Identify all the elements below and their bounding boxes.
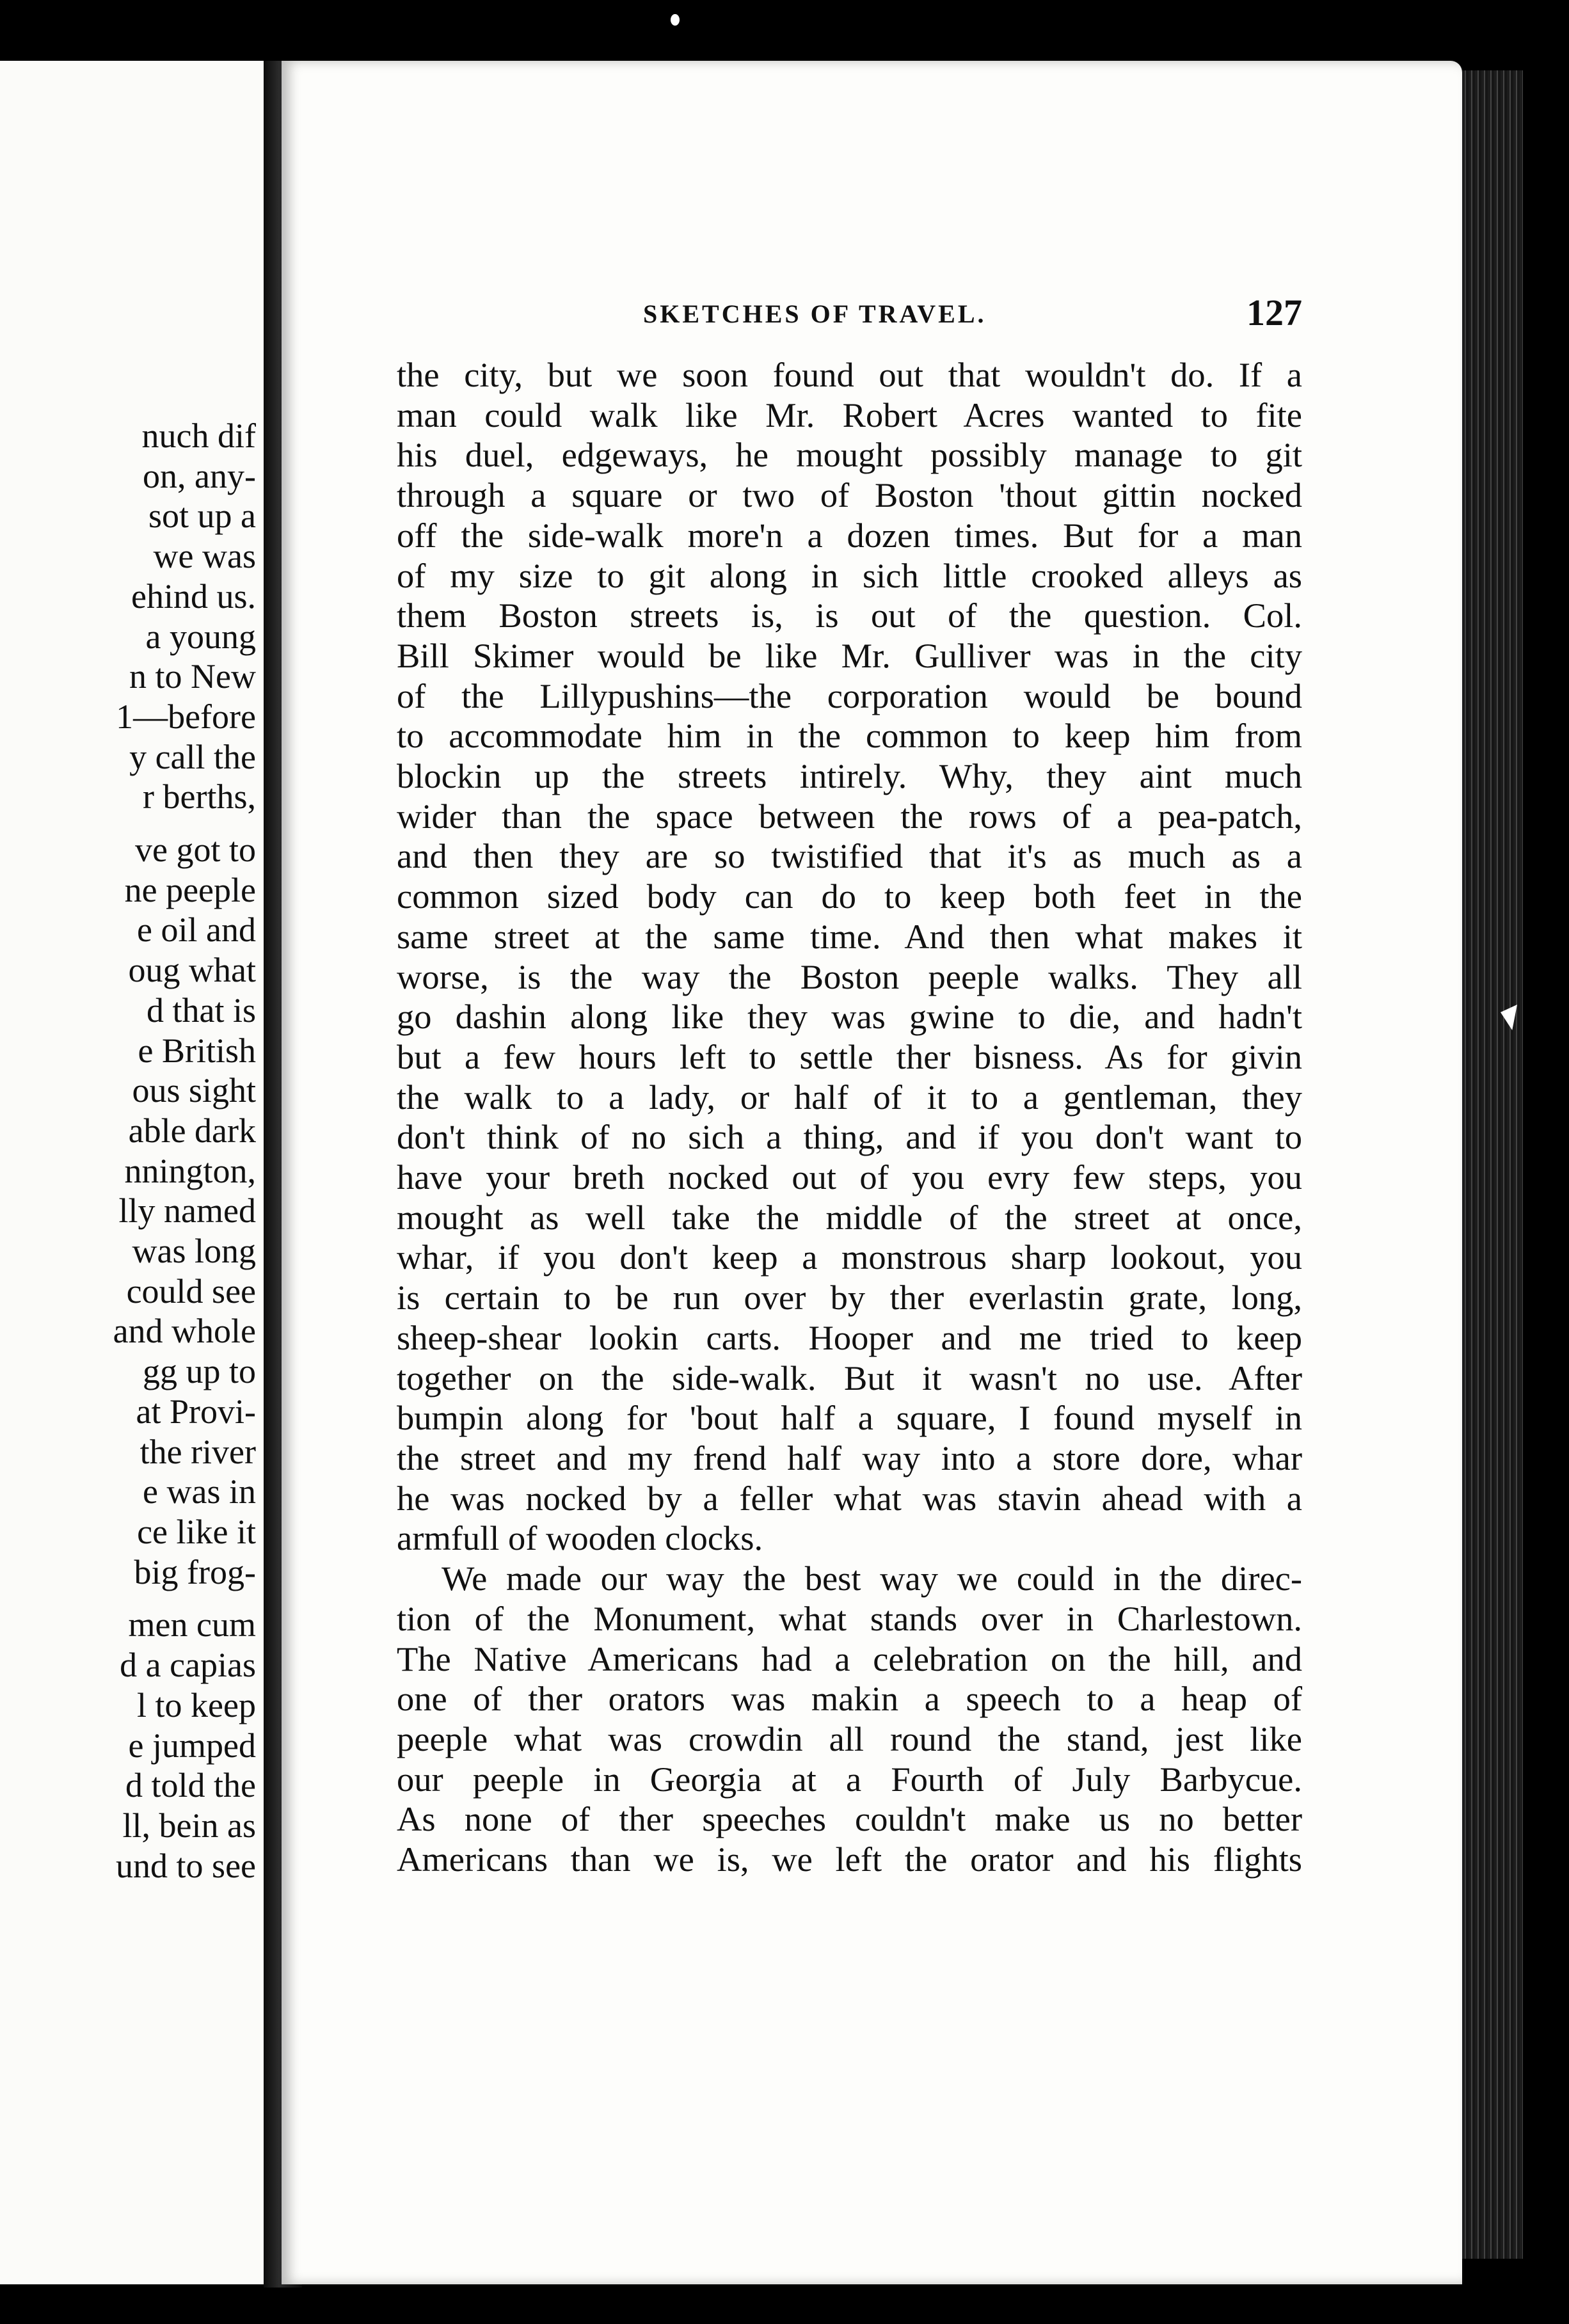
running-head-title: SKETCHES OF TRAVEL. bbox=[643, 299, 987, 328]
text-line: but a few hours left to settle ther bisness. As for givin bbox=[397, 1037, 1302, 1076]
left-page-line: 1—before bbox=[116, 697, 256, 736]
text-line: Bill Skimer would be like Mr. Gulliver was in the city bbox=[397, 635, 1302, 675]
left-page-line: l to keep bbox=[137, 1685, 256, 1724]
text-line: whar, if you don't keep a monstrous sharp lookout, you bbox=[397, 1238, 1302, 1277]
text-line: the street and my frend half way into a store dore, whar bbox=[397, 1438, 1302, 1477]
text-line: to accommodate him in the common to keep him from bbox=[397, 716, 1302, 756]
left-page-line: d a capias bbox=[120, 1646, 256, 1685]
text-line: bumpin along for 'bout half a square, I found myself in bbox=[397, 1398, 1302, 1438]
text-line: The Native Americans had a celebration on the hill, and bbox=[397, 1639, 1302, 1678]
body-text bbox=[397, 355, 1302, 1880]
left-page-line: y call the bbox=[129, 737, 256, 776]
left-page-line: n to New bbox=[129, 657, 256, 696]
page-edges bbox=[1462, 70, 1523, 2259]
text-line: off the side-walk more'n a dozen times. But for a man bbox=[397, 515, 1302, 555]
left-page-line: big frog- bbox=[134, 1552, 256, 1591]
left-page-line: could see bbox=[126, 1271, 256, 1310]
text-line: don't think of no sich a thing, and if you don't want to bbox=[397, 1117, 1302, 1157]
left-page bbox=[0, 61, 270, 2284]
text-line: his duel, edgeways, he mought possibly manage to git bbox=[397, 435, 1302, 475]
left-page-line: ehind us. bbox=[131, 577, 256, 616]
left-page-line: ne peeple bbox=[124, 870, 256, 909]
text-line: worse, is the way the Boston peeple walks. They all bbox=[397, 957, 1302, 996]
left-page-line: e British bbox=[138, 1031, 256, 1070]
left-page-line bbox=[0, 1592, 256, 1605]
text-line: peeple what was crowdin all round the stand, jest like bbox=[397, 1719, 1302, 1758]
text-line: wider than the space between the rows of a pea-patch, bbox=[397, 796, 1302, 836]
left-page-line bbox=[0, 817, 256, 830]
text-line: the walk to a lady, or half of it to a gentleman, they bbox=[397, 1077, 1302, 1117]
text-line: armfull of wooden clocks. bbox=[397, 1518, 763, 1558]
left-page-line: ve got to bbox=[135, 831, 256, 870]
left-page-line: gg up to bbox=[142, 1352, 256, 1391]
text-line: is certain to be run over by ther everlastin grate, long, bbox=[397, 1278, 1302, 1317]
text-line: of the Lillypushins—the corporation would be bound bbox=[397, 676, 1302, 715]
scan-speck bbox=[671, 14, 680, 26]
left-page-line: at Provi- bbox=[136, 1392, 256, 1431]
text-line: man could walk like Mr. Robert Acres wanted to fite bbox=[397, 395, 1302, 434]
left-page-line: a young bbox=[145, 617, 256, 656]
text-line: of my size to git along in sich little crooked alleys as bbox=[397, 555, 1302, 595]
left-page-line: ce like it bbox=[137, 1512, 256, 1551]
left-page-line: ll, bein as bbox=[122, 1806, 256, 1845]
left-page-line: r berths, bbox=[143, 777, 256, 816]
left-page-line: we was bbox=[153, 537, 256, 576]
page-number: 127 bbox=[1246, 292, 1302, 333]
running-head bbox=[643, 291, 1302, 336]
left-page-line: sot up a bbox=[148, 497, 256, 536]
text-line: mought as well take the middle of the street at once, bbox=[397, 1197, 1302, 1237]
left-page-line: able dark bbox=[128, 1111, 256, 1150]
text-line: our peeple in Georgia at a Fourth of July Barbycue. bbox=[397, 1759, 1302, 1799]
left-page-line: e jumped bbox=[128, 1726, 256, 1765]
text-line: sheep-shear lookin carts. Hooper and me tried to keep bbox=[397, 1317, 1302, 1357]
left-page-line: lly named bbox=[118, 1191, 256, 1230]
text-line: he was nocked by a feller what was stavin ahead with a bbox=[397, 1478, 1302, 1518]
left-page-line: on, any- bbox=[143, 456, 256, 495]
text-line: tion of the Monument, what stands over in Charlestown. bbox=[397, 1598, 1302, 1638]
left-page-line: oug what bbox=[128, 951, 256, 990]
left-page-line: men cum bbox=[128, 1605, 256, 1644]
left-page-line: the river bbox=[139, 1432, 256, 1471]
text-line: one of ther orators was makin a speech to a heap of bbox=[397, 1679, 1302, 1719]
text-line: and then they are so twistified that it's as much as a bbox=[397, 836, 1302, 876]
left-page-line: ous sight bbox=[132, 1071, 256, 1110]
text-line: have your breth nocked out of you evry few steps, you bbox=[397, 1158, 1302, 1197]
text-line: them Boston streets is, is out of the question. Col. bbox=[397, 596, 1302, 635]
left-page-line: nnington, bbox=[124, 1151, 256, 1190]
left-page-text bbox=[0, 416, 256, 1886]
left-page-line: e oil and bbox=[137, 911, 256, 950]
text-line: go dashin along like they was gwine to die, and hadn't bbox=[397, 997, 1302, 1037]
left-page-line: d that is bbox=[147, 991, 256, 1030]
text-line: the city, but we soon found out that wouldn't do. If a bbox=[397, 355, 1302, 394]
left-page-line: e was in bbox=[143, 1472, 256, 1511]
left-page-line: nuch dif bbox=[141, 417, 256, 455]
left-page-line: d told the bbox=[125, 1766, 256, 1805]
left-page-line: was long bbox=[132, 1232, 256, 1271]
text-line: common sized body can do to keep both feet in the bbox=[397, 877, 1302, 916]
text-line: Americans than we is, we left the orator and his flights bbox=[397, 1840, 1302, 1879]
text-line: We made our way the best way we could in the direc- bbox=[442, 1559, 1302, 1598]
text-line: blockin up the streets intirely. Why, they aint much bbox=[397, 756, 1302, 796]
text-line: together on the side-walk. But it wasn't no use. After bbox=[397, 1358, 1302, 1397]
left-page-line: and whole bbox=[113, 1312, 256, 1351]
text-line: through a square or two of Boston 'thout gittin nocked bbox=[397, 475, 1302, 515]
left-page-line: und to see bbox=[116, 1846, 256, 1885]
text-line: same street at the same time. And then what makes it bbox=[397, 916, 1302, 956]
text-line: As none of ther speeches couldn't make us no better bbox=[397, 1799, 1302, 1839]
